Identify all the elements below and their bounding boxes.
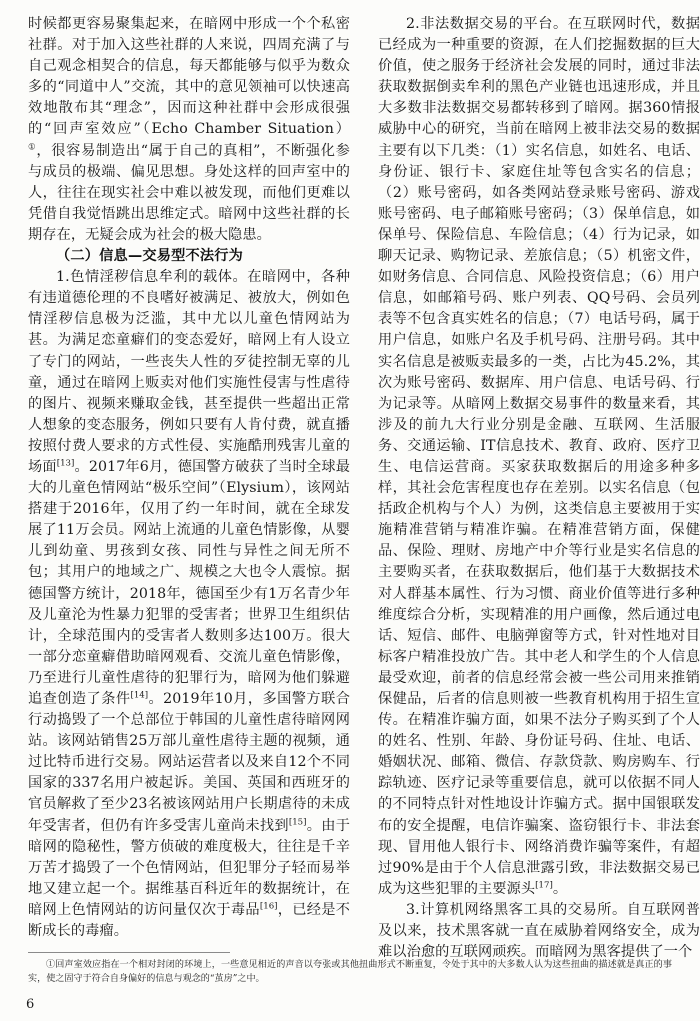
endnote-ref-15[interactable]: [15] <box>288 816 307 827</box>
endnote-ref-14[interactable]: [14] <box>130 690 149 701</box>
footnote-entry <box>28 958 672 986</box>
paragraph-text-before-ref: 2.非法数据交易的平台。在互联网时代，数据已经成为一种重要的资源，在人们挖掘数据的巨大价值，使之服务于经济社会发展的同时，通过非法获取数据倒卖牟利的黑色产业链也迅速形成，并且大多数非法数据交易都转移到了暗网。据360情报威胁中心的研究，当前在暗网上被非法交易的数据主要有以下几类：（1）实名信息，如姓名、电话、身份证、银行卡、家庭住址等包含实名的信息；（2）账号密码，如各类网站登录账号密码、游戏账号密码、电子邮箱账号密码；（3）保单信息，如保单号、保险信息、车险信息；（4）行为记录，如聊天记录、购物记录、差旅信息；（5）机密文件，如财务信息、合同信息、风险投资信息；（6）用户信息，如邮箱号码、账户列表、QQ号码、会员列表等不包含真实姓名的信息；（7）电话号码，属于用户信息，如账户名及手机号码、注册号码。其中实名信息是被贩卖最多的一类，占比为45.2%，其次为账号密码、数据库、用户信息、电话号码、行为记录等。从暗网上数据交易事件的数量来看，其涉及的前九大行业分别是金融、互联网、生活服务、交通运输、IT信息技术、教育、政府、医疗卫生、电信运营商。买家获取数据后的用途多种多样，其社会危害程度也存在差别。以实名信息（包括政企机构与个人）为例，这类信息主要被用于实施精准营销与精准诈骗。在精准营销方面，保健品、保险、理财、房地产中介等行业是实名信息的主要购买者，在获取数据后，他们基于大数据技术对人群基本属性、行为习惯、商业价值等进行多种维度综合分析，实现精准的用户画像，然后通过电话、短信、邮件、电脑弹窗等方式，针对性地对目标客户精准投放广告。其中老人和学生的个人信息最受欢迎，前者的信息经常会被一些公司用来推销保健品，后者的信息则被一些教育机构用于招生宣传。在精准诈骗方面，如果不法分子购买到了个人的姓名、性别、年龄、身份证号码、住址、电话、婚姻状况、邮箱、微信、存款贷款、购房购车、行踪轨迹、医疗记录等重要信息，就可以依据不同人的不同特点针对性地设计诈骗方式。据中国银联发布的安全提醒，电信诈骗案、盗窃银行卡、非法套现、冒用他人银行卡、网络消费诈骗等案件，有超过90%是由于个人信息泄露引致，非法数据交易已成为这些犯罪的主要源头 <box>378 16 700 897</box>
paragraph-echo-chamber-continued <box>28 14 350 246</box>
paragraph-segment-1: 1.色情淫秽信息牟利的载体。在暗网中，各种有违道德伦理的不良嗜好被满足、被放大，例如色情淫秽信息极为泛滥，其中尤以儿童色情网站为甚。为满足恋童癖们的变态爱好，暗网上有人设立了专门的网站，一些丧失人性的歹徒控制无辜的儿童，通过在暗网上贩卖对他们实施性侵害与性虐待的图片、视频来赚取金钱，甚至提供一些超出正常人想象的变态服务，例如只要有人肯付费，就直播按照付费人要求的方式性侵、实施酷刑残害儿童的场面 <box>28 269 350 475</box>
page-number: 6 <box>26 997 35 1012</box>
footnote-separator-rule <box>28 952 230 953</box>
left-text-column <box>28 0 350 952</box>
paragraph-text-before-ref: 时候都更容易聚集起来，在暗网中形成一个个私密社群。对于加入这些社群的人来说，四周充满了与自己观念相契合的信息，每天都能够与似乎为数众多的“同道中人”交流，其中的意见领袖可以快速高效地散布其“理念”，因而这种社群中会形成很强的“回声室效应”（Echo Chamber Situation） <box>28 16 350 138</box>
paragraph-hacker-tools: 3.计算机网络黑客工具的交易所。自互联网普及以来，技术黑客就一直在威胁着网络安全，成为难以治愈的互联网顽疾。而暗网为黑客提供了一个 <box>378 901 700 961</box>
footnote-area <box>28 952 672 986</box>
footnote-text: 回声室效应指在一个相对封闭的环境上，一些意见相近的声音以夸张或其他扭曲形式不断重复，令处于其中的大多数人认为这些扭曲的描述就是真正的事实，使之固守于符合自身偏好的信息与观念的“茧房”之中。 <box>28 960 672 985</box>
right-text-column <box>378 0 700 961</box>
endnote-ref-13[interactable]: [13] <box>56 458 75 469</box>
footnote-ref-marker[interactable]: ① <box>28 141 37 152</box>
paragraph-segment-5: ，已经是不断成长的毒瘤。 <box>28 901 350 940</box>
paragraph-text-after-ref: 。 <box>552 880 568 897</box>
paragraph-illegal-data-trade <box>378 14 700 900</box>
paragraph-porn-carrier <box>28 267 350 942</box>
footnote-marker: ① <box>46 960 56 970</box>
endnote-ref-16[interactable]: [16] <box>259 901 278 912</box>
endnote-ref-17[interactable]: [17] <box>535 880 553 891</box>
paragraph-segment-3: 。2019年10月，多国警方联合行动捣毁了一个总部位于韩国的儿童性虐待暗网网站。该网站销售25万部儿童性虐待主题的视频，通过比特币进行交易。网站运营者以及来自12个不同国家的337名用户被起诉。美国、英国和西班牙的官员解救了至少23名被该网站用户长期虐待的未成年受害者，但仍有许多受害儿童尚未找到 <box>28 691 350 834</box>
section-heading-2: （二）信息—交易型不法行为 <box>56 248 244 265</box>
paragraph-segment-2: 。2017年6月，德国警方破获了当时全球最大的儿童色情网站“极乐空间”（Elysium），该网站搭建于2016年，仅用了约一年时间，就在全球发展了11万会员。网站上流通的儿童色情影像，从婴儿到幼童、男孩到女孩、同性与异性之间无所不包；其用户的地域之广、规模之大也令人震惊。据德国警方统计，2018年，德国至少有1万名青少年及儿童沦为性暴力犯罪的受害者；世界卫生组织估计，全球范围内的受害者人数则多达100万。很大一部分恋童癖借助暗网观看、交流儿童色情影像，乃至进行儿童性虐待的犯罪行为，暗网为他们躲避追查创造了条件 <box>28 458 351 707</box>
paragraph-segment-4: 。由于暗网的隐秘性，警方侦破的难度极大，往往是千辛万苦才捣毁了一个色情网站，但犯罪分子轻而易举地又建立起一个。据维基百科近年的数据统计，在暗网上色情网站的访问量仅次于毒品 <box>28 817 350 918</box>
paragraph-text-after-ref: ，很容易制造出“属于自己的真相”，不断强化参与成员的极端、偏见思想。身处这样的回声室中的人，往往在现实社会中难以被发现，而他们更难以凭借自我觉悟跳出思维定式。暗网中这些社群的长期存在，无疑会成为社会的极大隐患。 <box>28 142 350 243</box>
